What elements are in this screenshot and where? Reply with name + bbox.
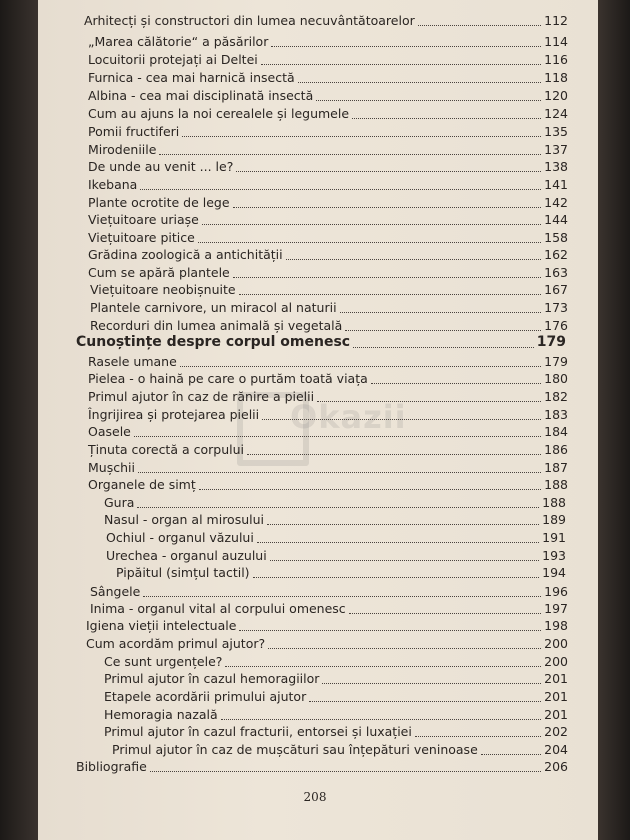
toc-entry	[104, 494, 566, 512]
dot-leader	[481, 753, 541, 755]
toc-entry-title: Hemoragia nazală	[104, 707, 218, 722]
toc-entry-page: 191	[542, 530, 566, 545]
toc-entry-title: Viețuitoare pitice	[88, 230, 195, 245]
toc-entry-page: 142	[544, 195, 568, 210]
toc-entry	[88, 87, 568, 105]
toc-entry-page: 158	[544, 230, 568, 245]
watermark-text: Okazii	[290, 398, 407, 436]
toc-entry	[88, 388, 568, 406]
toc-entry-title: Grădina zoologică a antichității	[88, 247, 283, 262]
toc-entry	[90, 299, 568, 317]
toc-entry	[106, 547, 566, 565]
toc-entry-title: Oasele	[88, 424, 131, 439]
toc-entry	[88, 33, 568, 51]
toc-entry	[88, 123, 568, 141]
toc-entry	[104, 706, 568, 724]
dot-leader	[340, 311, 542, 313]
toc-entry-page: 186	[544, 442, 568, 457]
toc-entry	[88, 211, 568, 229]
toc-entry	[104, 688, 568, 706]
toc-entry-page: 201	[544, 707, 568, 722]
toc-entry-page: 118	[544, 70, 568, 85]
toc-entry-title: Arhitecți și constructori din lumea necuvântătoarelor	[84, 13, 415, 28]
toc-entry-title: Primul ajutor în caz de mușcături sau înțepături veninoase	[112, 742, 478, 757]
toc-entry	[112, 741, 568, 759]
toc-entry-title: Pomii fructiferi	[88, 124, 180, 139]
toc-entry-page: 176	[544, 318, 568, 333]
toc-entry-page: 135	[544, 124, 568, 139]
dot-leader	[182, 135, 541, 137]
dot-leader	[221, 718, 541, 720]
dot-leader	[270, 559, 539, 561]
toc-entry-page: 202	[544, 724, 568, 739]
toc-entry-page: 138	[544, 159, 568, 174]
dot-leader	[261, 63, 541, 65]
toc-entry	[90, 281, 568, 299]
toc-entry-page: 162	[544, 247, 568, 262]
toc-entry-title: Ochiul - organul văzului	[106, 530, 254, 545]
dot-leader	[239, 629, 541, 631]
dot-leader	[239, 293, 542, 295]
toc-entry-title: Primul ajutor în cazul fracturii, entorsei și luxației	[104, 724, 412, 739]
toc-entry-title: Viețuitoare uriașe	[88, 212, 199, 227]
dot-leader	[233, 276, 541, 278]
dot-leader	[180, 365, 541, 367]
dot-leader	[257, 541, 539, 543]
toc-entry	[88, 246, 568, 264]
toc-entry	[104, 670, 568, 688]
toc-entry-page: 144	[544, 212, 568, 227]
toc-entry-page: 184	[544, 424, 568, 439]
dot-leader	[137, 506, 539, 508]
dot-leader	[309, 700, 541, 702]
toc-entry	[88, 459, 568, 477]
toc-entry-page: 167	[544, 282, 568, 297]
toc-entry-page: 179	[544, 354, 568, 369]
dot-leader	[236, 170, 541, 172]
toc-entry-title: De unde au venit ... le?	[88, 159, 234, 174]
dot-leader	[198, 241, 541, 243]
dot-leader	[138, 471, 541, 473]
toc-entry-title: Inima - organul vital al corpului omenesc	[90, 601, 346, 616]
toc-entry-page: 182	[544, 389, 568, 404]
toc-entry-page: 120	[544, 88, 568, 103]
toc-entry-title: Mușchii	[88, 460, 135, 475]
toc-entry	[88, 264, 568, 282]
dot-leader	[322, 682, 541, 684]
toc-entry-page: 189	[542, 512, 566, 527]
toc-entry-page: 206	[544, 759, 568, 774]
dot-leader	[352, 117, 541, 119]
dot-leader	[143, 595, 541, 597]
toc-entry-page: 193	[542, 548, 566, 563]
dot-leader	[134, 435, 541, 437]
toc-entry-title: Sângele	[90, 584, 141, 599]
toc-entry-page: 196	[544, 584, 568, 599]
toc-entry-title: Furnica - cea mai harnică insectă	[88, 70, 295, 85]
dot-leader	[199, 488, 541, 490]
toc-entry	[90, 583, 568, 601]
toc-entry-title: Cum se apără plantele	[88, 265, 230, 280]
dot-leader	[298, 81, 541, 83]
toc-entry-title: Primul ajutor în cazul hemoragiilor	[104, 671, 320, 686]
dot-leader	[316, 99, 541, 101]
dot-leader	[317, 400, 541, 402]
toc-entry	[88, 141, 568, 159]
toc-entry-page: 183	[544, 407, 568, 422]
dot-leader	[262, 418, 541, 420]
toc-entry-title: Plantele carnivore, un miracol al naturii	[90, 300, 337, 315]
toc-entry	[88, 194, 568, 212]
toc-entry	[88, 105, 568, 123]
toc-entry	[88, 406, 568, 424]
toc-section-heading	[76, 332, 566, 352]
toc-entry-title: Mirodeniile	[88, 142, 157, 157]
toc-entry-page: 179	[536, 334, 566, 350]
dot-leader	[353, 346, 534, 348]
toc-entry	[86, 617, 568, 635]
toc-entry-title: Primul ajutor în caz de rănire a pielii	[88, 389, 315, 404]
dot-leader	[159, 153, 541, 155]
dot-leader	[140, 188, 541, 190]
toc-entry-title: Igiena vieții intelectuale	[86, 618, 237, 633]
toc-entry	[88, 423, 568, 441]
toc-entry-title: Urechea - organul auzului	[106, 548, 267, 563]
toc-entry	[88, 158, 568, 176]
toc-entry-page: 180	[544, 371, 568, 386]
toc-entry	[88, 441, 568, 459]
toc-entry-page: 201	[544, 689, 568, 704]
dot-leader	[267, 523, 539, 525]
toc-entry-title: Recorduri din lumea animală și vegetală	[90, 318, 343, 333]
toc-entry	[88, 51, 568, 69]
toc-entry	[116, 564, 566, 582]
dot-leader	[150, 770, 541, 772]
toc-entry	[88, 176, 568, 194]
toc-entry-title: Îngrijirea și protejarea pielii	[88, 407, 260, 422]
dot-leader	[202, 223, 541, 225]
toc-entry	[88, 69, 568, 87]
page-number: 208	[303, 790, 327, 804]
dot-leader	[271, 45, 541, 47]
toc-entry-title: Plante ocrotite de lege	[88, 195, 230, 210]
toc-entry-title: Pipăitul (simțul tactil)	[116, 565, 250, 580]
toc-entry	[76, 758, 568, 776]
toc-entry-title: Gura	[104, 495, 135, 510]
toc-entry	[84, 12, 568, 30]
toc-entry	[106, 529, 566, 547]
dot-leader	[286, 258, 542, 260]
dot-leader	[268, 647, 541, 649]
toc-entry-page: 137	[544, 142, 568, 157]
toc-entry	[104, 511, 566, 529]
dot-leader	[233, 206, 542, 208]
dot-leader	[418, 24, 541, 26]
toc-entry-page: 116	[544, 52, 568, 67]
toc-entry-page: 201	[544, 671, 568, 686]
dot-leader	[253, 576, 540, 578]
toc-entry-title: Bibliografie	[76, 759, 147, 774]
toc-entry-title: Rasele umane	[88, 354, 177, 369]
toc-entry-page: 112	[544, 13, 568, 28]
toc-entry-title: Organele de simț	[88, 477, 196, 492]
toc-entry	[104, 723, 568, 741]
dot-leader	[225, 665, 541, 667]
toc-entry-title: Ce sunt urgențele?	[104, 654, 223, 669]
toc-entry-title: Viețuitoare neobișnuite	[90, 282, 236, 297]
toc-entry-title: Cunoștințe despre corpul omenesc	[76, 334, 351, 350]
toc-entry-page: 197	[544, 601, 568, 616]
toc-entry-title: Pielea - o haină pe care o purtăm toată viața	[88, 371, 368, 386]
toc-entry-page: 124	[544, 106, 568, 121]
toc-entry-page: 163	[544, 265, 568, 280]
toc-entry	[90, 600, 568, 618]
toc-entry-title: Locuitorii protejați ai Deltei	[88, 52, 258, 67]
toc-entry-page: 173	[544, 300, 568, 315]
toc-entry-title: Albina - cea mai disciplinată insectă	[88, 88, 314, 103]
toc-entry	[104, 653, 568, 671]
dot-leader	[345, 329, 541, 331]
toc-entry-page: 204	[544, 742, 568, 757]
toc-entry	[88, 476, 568, 494]
toc-entry-page: 141	[544, 177, 568, 192]
toc-entry	[88, 370, 568, 388]
toc-entry-page: 187	[544, 460, 568, 475]
toc-entry-title: „Marea călătorie“ a păsărilor	[88, 34, 269, 49]
toc-entry-page: 114	[544, 34, 568, 49]
toc-entry	[88, 229, 568, 247]
toc-entry-page: 188	[542, 495, 566, 510]
dot-leader	[371, 382, 541, 384]
dot-leader	[349, 612, 541, 614]
toc-entry-page: 188	[544, 477, 568, 492]
toc-entry-page: 194	[542, 565, 566, 580]
toc-entry-title: Etapele acordării primului ajutor	[104, 689, 307, 704]
toc-entry	[88, 353, 568, 371]
toc-entry-title: Cum acordăm primul ajutor?	[86, 636, 266, 651]
toc-entry-title: Ținuta corectă a corpului	[88, 442, 244, 457]
toc-entry	[86, 635, 568, 653]
toc-entry-title: Cum au ajuns la noi cerealele și legumele	[88, 106, 350, 121]
toc-entry-page: 198	[544, 618, 568, 633]
toc-entry-title: Ikebana	[88, 177, 138, 192]
toc-entry-page: 200	[544, 636, 568, 651]
toc-entry-title: Nasul - organ al mirosului	[104, 512, 265, 527]
toc-entry-page: 200	[544, 654, 568, 669]
dot-leader	[247, 453, 541, 455]
dot-leader	[415, 735, 541, 737]
